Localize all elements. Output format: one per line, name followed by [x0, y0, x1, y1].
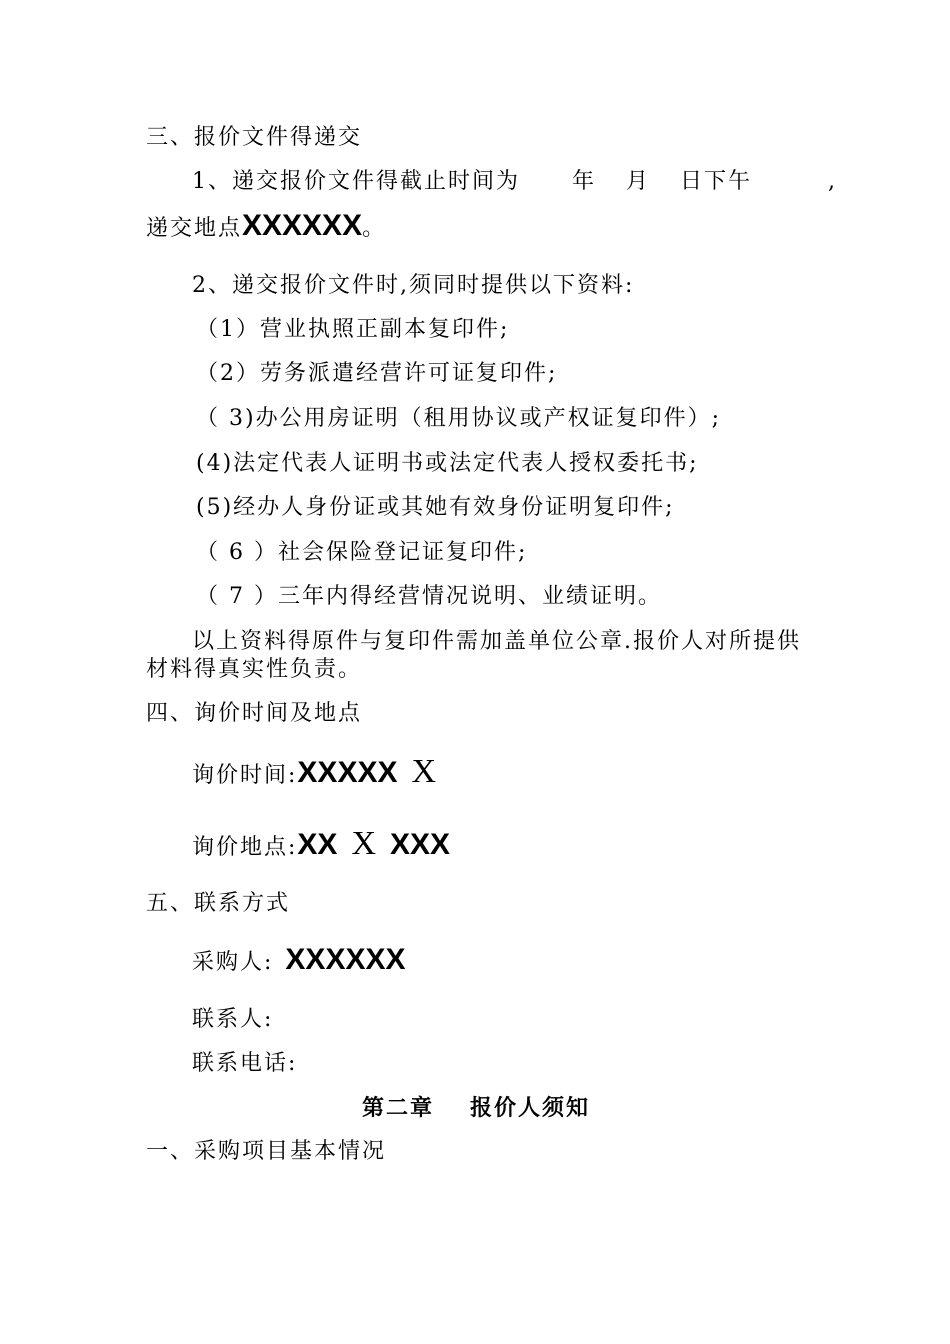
inquiry-time-label: 询价时间: — [192, 763, 298, 788]
deadline-lead: 1、递交报价文件得截止时间为 — [192, 169, 520, 194]
chapter-name: 报价人须知 — [470, 1095, 591, 1121]
material-item: （1）营业执照正副本复印件; — [196, 317, 510, 342]
section3-heading: 三、报价文件得递交 — [146, 125, 363, 150]
material-item: （ 3)办公用房证明（租用协议或产权证复印件）; — [196, 406, 721, 431]
deadline-comma: , — [828, 169, 838, 194]
inquiry-place-line — [192, 825, 451, 862]
inquiry-place-value-b: X — [351, 825, 377, 862]
inquiry-place-label: 询价地点: — [192, 835, 298, 860]
section5-heading: 五、联系方式 — [146, 891, 291, 916]
submit-place-line — [146, 209, 387, 243]
submit-place-label: 递交地点 — [146, 216, 243, 241]
section4-heading: 四、询价时间及地点 — [146, 701, 363, 726]
inquiry-place-value-c: XXX — [390, 828, 451, 861]
note-line-1: 以上资料得原件与复印件需加盖单位公章.报价人对所提供 — [192, 629, 801, 654]
deadline-month: 月 — [626, 169, 651, 194]
chapter-number: 第二章 — [362, 1095, 435, 1121]
deadline-day: 日下午 — [680, 169, 753, 194]
submit-place-end: 。 — [362, 216, 387, 241]
deadline-line — [192, 168, 837, 196]
inquiry-place-value-a: XX — [297, 828, 338, 861]
material-item: （ 6 ）社会保险登记证复印件; — [196, 540, 528, 565]
buyer-value: XXXXXX — [285, 943, 406, 976]
contact-person: 联系人: — [192, 1007, 274, 1032]
note-line-2: 材料得真实性负责。 — [146, 657, 363, 682]
deadline-year: 年 — [572, 169, 597, 194]
material-item: （2）劳务派遣经营许可证复印件; — [196, 361, 558, 386]
contact-phone: 联系电话: — [192, 1051, 298, 1076]
buyer-label: 采购人: — [192, 950, 274, 975]
material-item: （ 7 ）三年内得经营情况说明、业绩证明。 — [196, 584, 662, 609]
material-item: (5)经办人身份证或其她有效身份证明复印件; — [196, 495, 675, 520]
material-item: (4)法定代表人证明书或法定代表人授权委托书; — [196, 451, 699, 476]
buyer-line — [192, 943, 406, 977]
chapter-title — [362, 1094, 590, 1122]
inquiry-time-value-extra: X — [411, 753, 437, 790]
submit-place-value: XXXXXX — [242, 209, 363, 242]
inquiry-time-line — [192, 753, 437, 790]
chapter2-heading-1: 一、采购项目基本情况 — [146, 1139, 387, 1164]
materials-lead: 2、递交报价文件时,须同时提供以下资料: — [192, 273, 635, 298]
inquiry-time-value: XXXXX — [297, 756, 398, 789]
